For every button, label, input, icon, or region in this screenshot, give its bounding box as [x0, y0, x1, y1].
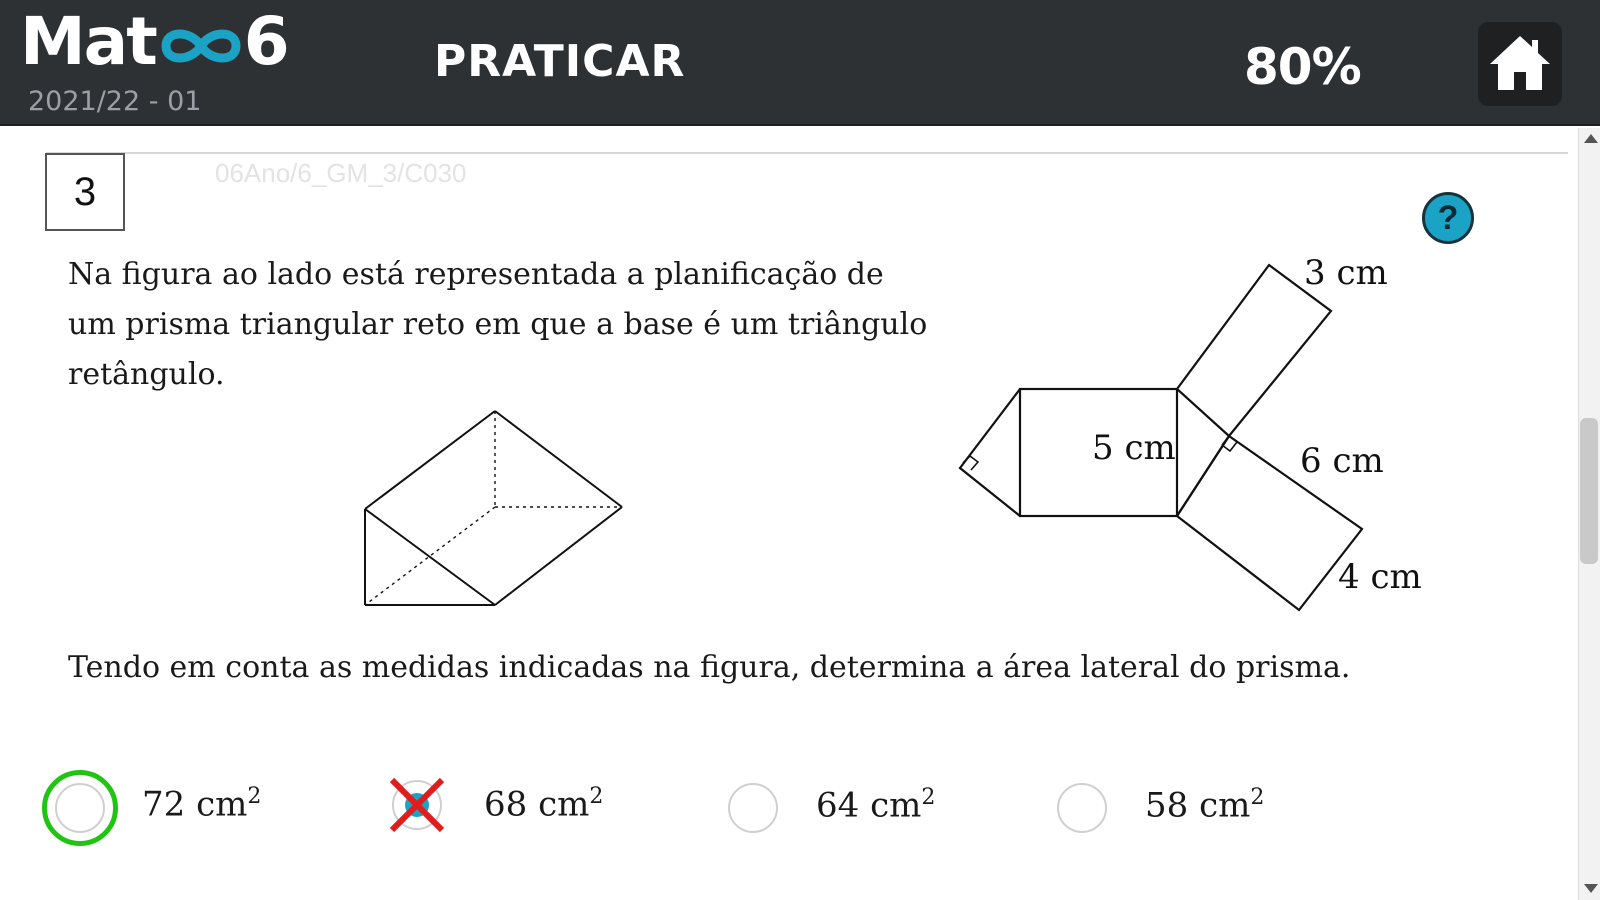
question-number: 3 — [45, 153, 125, 231]
wrong-x-icon — [386, 774, 448, 836]
question-prompt: Tendo em conta as medidas indicadas na figura, determina a área lateral do prisma. — [68, 650, 1351, 685]
answer-option-2-label: 68 $cm^2$ — [484, 784, 604, 825]
label-6cm: 6 cm — [1300, 441, 1384, 481]
question-code: 06Ano/6_GM_3/C030 — [215, 158, 467, 188]
radio-empty-icon[interactable] — [728, 783, 778, 833]
scroll-down-arrow-icon[interactable] — [1584, 884, 1598, 893]
help-button[interactable]: ? — [1422, 192, 1474, 244]
answer-option-4-label: 58 $cm^2$ — [1145, 785, 1265, 826]
answer-option-1-label: 72 $cm^2$ — [142, 784, 262, 825]
prism-3d-drawing — [365, 411, 622, 605]
scrollbar-thumb[interactable] — [1580, 418, 1598, 564]
radio-empty-icon[interactable] — [1057, 783, 1107, 833]
question-text: Na figura ao lado está representada a planificação de um prisma triangular reto em que a base é um triângulo retângulo. — [68, 257, 928, 392]
label-5cm: 5 cm — [1092, 428, 1176, 468]
label-4cm: 4 cm — [1338, 557, 1422, 597]
scroll-up-arrow-icon[interactable] — [1584, 134, 1598, 143]
logo-text-mat: Mat — [20, 3, 156, 80]
logo-text-6: 6 — [243, 3, 288, 80]
radio-correct-ring-icon[interactable] — [42, 770, 118, 846]
answer-option-3-label: 64 $cm^2$ — [816, 785, 936, 826]
season-label: 2021/22 - 01 — [28, 86, 202, 117]
label-3cm: 3 cm — [1304, 253, 1388, 293]
progress-percent: 80% — [1244, 38, 1361, 96]
mode-title: PRATICAR — [434, 36, 686, 87]
